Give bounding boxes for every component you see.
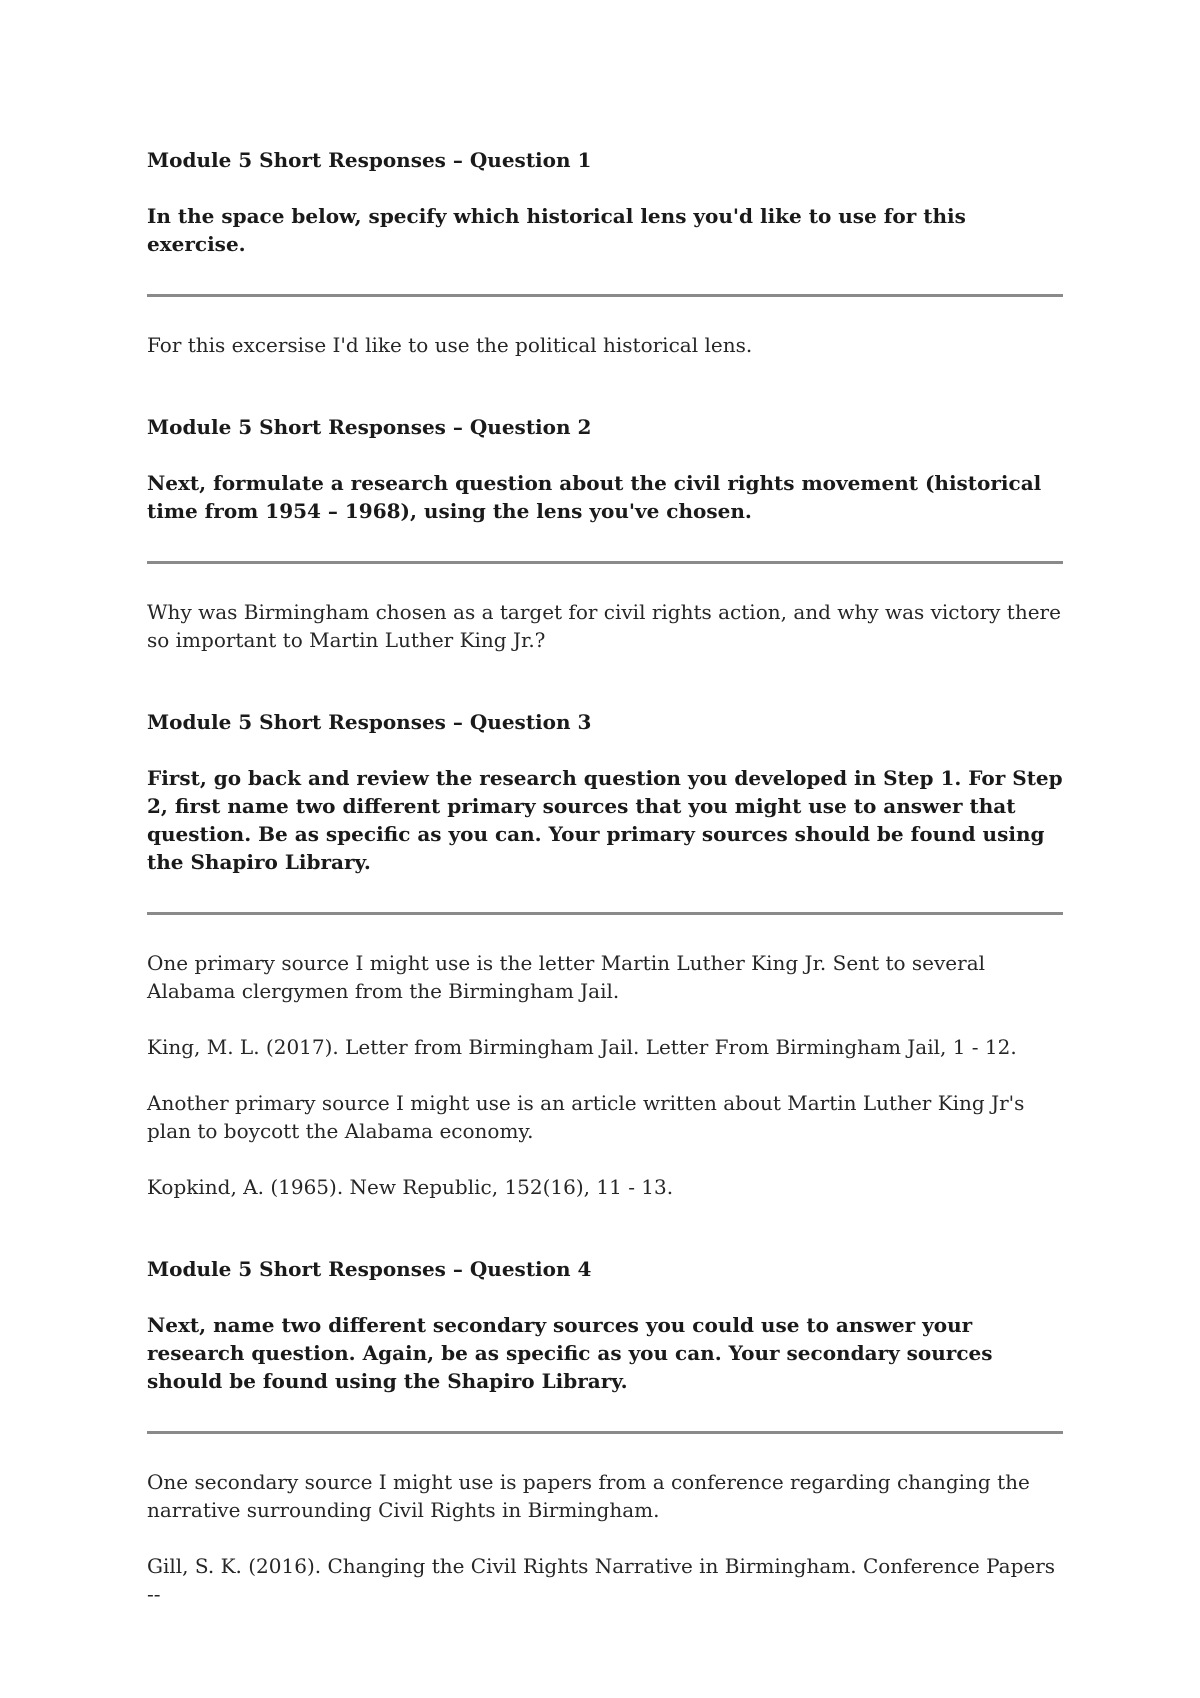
- question-3-prompt: First, go back and review the research question you developed in Step 1. For Step 2, first name two different primary sources that you might use to answer that question. Be as specific as you can. Your primary sources should be found using the Shapiro Library.: [147, 766, 1063, 874]
- question-1-divider: [147, 294, 1063, 297]
- question-4-answer-paragraph: One secondary source I might use is papers from a conference regarding changing the narrative surrounding Civil Rights in Birmingham.: [147, 1470, 1030, 1522]
- question-4-divider: [147, 1431, 1063, 1434]
- question-3-divider: [147, 912, 1063, 915]
- question-2-prompt: Next, formulate a research question about the civil rights movement (historical time from 1954 – 1968), using the lens you've chosen.: [147, 471, 1042, 523]
- question-4-section: [147, 1255, 1063, 1608]
- question-2-section: [147, 413, 1063, 654]
- document-page: [147, 146, 1063, 1608]
- question-3-heading: Module 5 Short Responses – Question 3: [147, 710, 592, 734]
- question-3-answer-paragraph: One primary source I might use is the letter Martin Luther King Jr. Sent to several Alabama clergymen from the Birmingham Jail.: [147, 951, 986, 1003]
- question-1-prompt: In the space below, specify which historical lens you'd like to use for this exercise.: [147, 204, 966, 256]
- question-1-section: [147, 146, 1063, 359]
- question-3-citation: King, M. L. (2017). Letter from Birmingham Jail. Letter From Birmingham Jail, 1 - 12.: [147, 1035, 1017, 1059]
- question-1-answer: For this excersise I'd like to use the political historical lens.: [147, 333, 753, 357]
- question-4-heading: Module 5 Short Responses – Question 4: [147, 1257, 592, 1281]
- question-3-section: [147, 708, 1063, 1201]
- question-1-heading: Module 5 Short Responses – Question 1: [147, 148, 592, 172]
- question-4-citation: Gill, S. K. (2016). Changing the Civil Rights Narrative in Birmingham. Conference Papers --: [147, 1554, 1056, 1606]
- question-3-citation: Kopkind, A. (1965). New Republic, 152(16), 11 - 13.: [147, 1175, 674, 1199]
- question-3-answer-paragraph: Another primary source I might use is an article written about Martin Luther King Jr's plan to boycott the Alabama economy.: [147, 1091, 1025, 1143]
- question-2-divider: [147, 561, 1063, 564]
- question-2-answer: Why was Birmingham chosen as a target for civil rights action, and why was victory there so important to Martin Luther King Jr.?: [147, 600, 1061, 652]
- question-4-prompt: Next, name two different secondary sources you could use to answer your research question. Again, be as specific as you can. Your secondary sources should be found using the Shapiro Library.: [147, 1313, 993, 1393]
- question-2-heading: Module 5 Short Responses – Question 2: [147, 415, 592, 439]
